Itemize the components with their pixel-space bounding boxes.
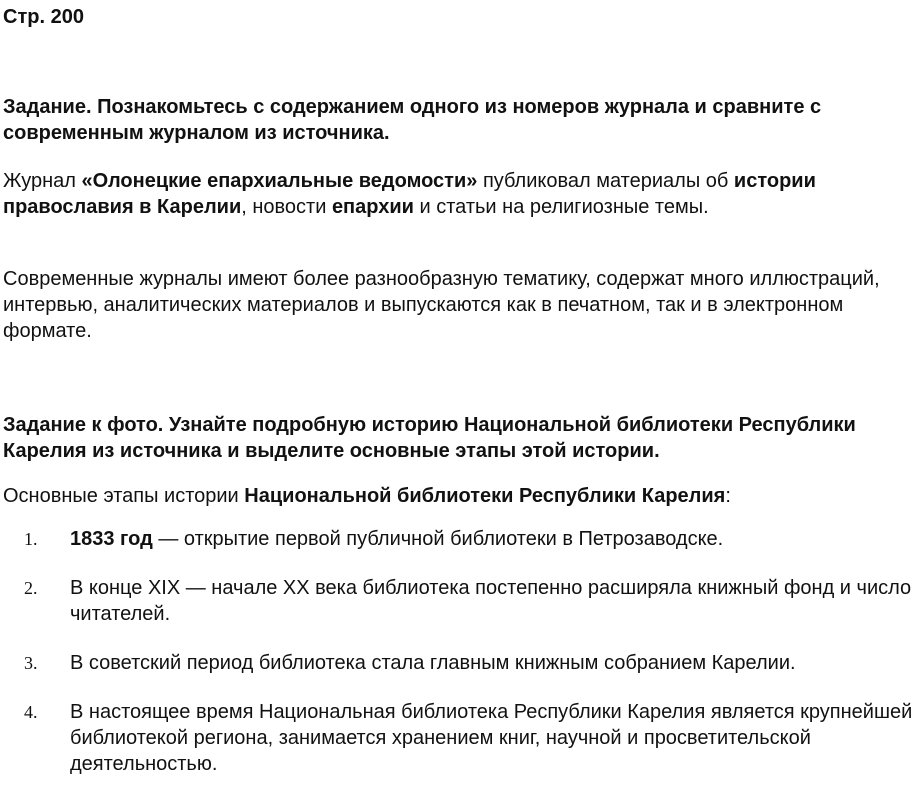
paragraph-modern-journals: Современные журналы имеют более разнообразную тематику, содержат много иллюстраций, интервью, аналитических материалов и выпускаются как в печатном, так и в электронном формате. xyxy=(3,268,880,342)
bold-segment-library-name: Национальной библиотеки Республики Карелия xyxy=(244,485,726,507)
task-heading-magazine: Задание. Познакомьтесь с содержанием одного из номеров журнала и сравните с современным журналом из источника. xyxy=(3,96,822,144)
list-item-number: 4. xyxy=(24,702,38,722)
list-item xyxy=(0,575,919,627)
text-segment: : xyxy=(725,485,731,507)
task-heading-library: Задание к фото. Узнайте подробную историю Национальной библиотеки Республики Карелия из источника и выделите основные этапы этой истории. xyxy=(3,414,856,462)
list-item xyxy=(0,699,919,777)
text-segment: Журнал xyxy=(3,170,82,192)
list-item-number: 1. xyxy=(24,529,38,549)
list-item xyxy=(0,526,919,552)
list-item-text: — открытие первой публичной библиотеки в Петрозаводске. xyxy=(152,528,724,550)
text-segment: , новости xyxy=(241,196,332,218)
list-item-text: В настоящее время Национальная библиотека Республики Карелия является крупнейшей библиотекой региона, занимается хранением книг, научной и просветительской деятельностью. xyxy=(70,701,913,775)
list-item-bold: 1833 год xyxy=(70,528,153,550)
list-item xyxy=(0,650,919,676)
text-segment: Основные этапы истории xyxy=(3,485,245,507)
text-segment: и статьи на религиозные темы. xyxy=(413,196,709,218)
list-item-number: 2. xyxy=(24,578,38,598)
list-item-number: 3. xyxy=(24,653,38,673)
page-number: Стр. 200 xyxy=(3,6,84,28)
paragraph-olonets-journal xyxy=(3,168,915,220)
history-stages-list xyxy=(0,526,919,800)
bold-segment-orthodoxy-history: истории православия в Карелии xyxy=(3,170,816,218)
list-item-text: В конце XIX — начале XX века библиотека постепенно расширяла книжный фонд и число читателей. xyxy=(70,577,912,625)
bold-segment-eparchy: епархии xyxy=(331,196,414,218)
paragraph-library-intro xyxy=(3,483,915,509)
text-segment: публиковал материалы об xyxy=(477,170,734,192)
bold-segment-journal-title: «Олонецкие епархиальные ведомости» xyxy=(81,170,478,192)
list-item-text: В советский период библиотека стала главным книжным собранием Карелии. xyxy=(70,652,796,674)
